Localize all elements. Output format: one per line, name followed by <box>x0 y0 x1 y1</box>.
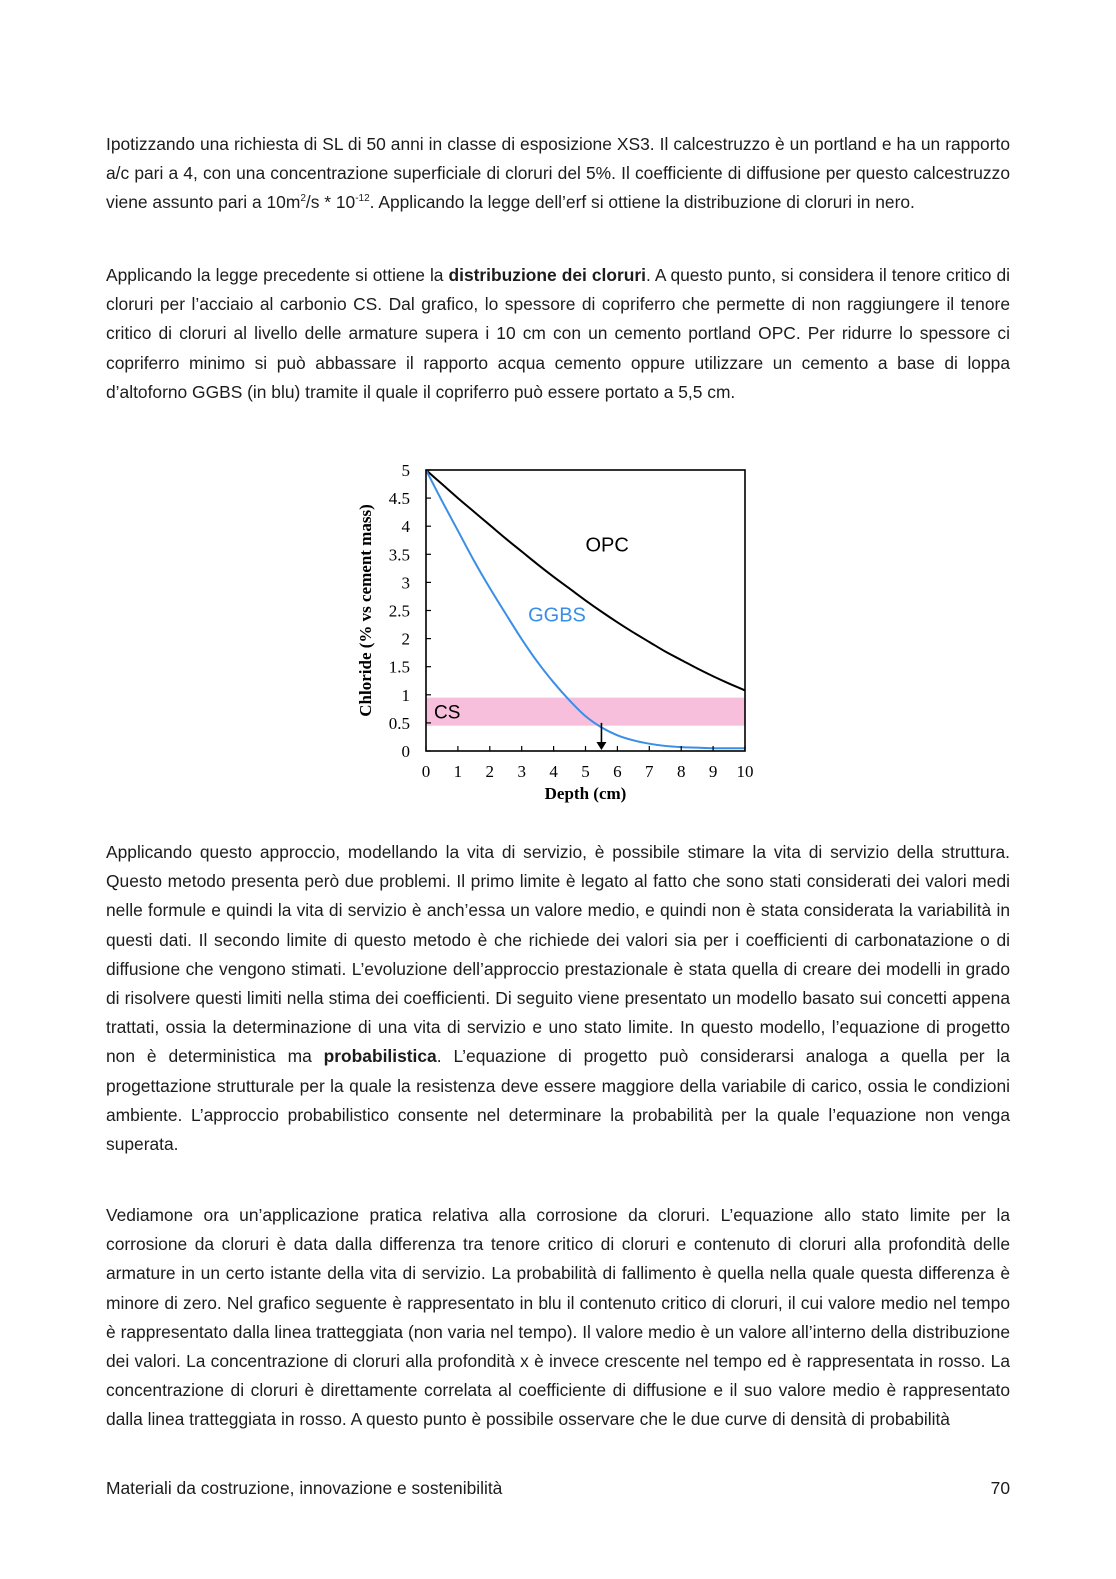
superscript-squared: 2 <box>300 193 306 205</box>
y-tick-label: 5 <box>401 461 410 480</box>
y-tick-label: 3.5 <box>388 545 410 565</box>
x-tick-label: 9 <box>708 762 718 781</box>
x-tick-label: 1 <box>453 762 463 781</box>
y-tick-label: 0.5 <box>388 713 410 733</box>
series-label-ggbs: GGBS <box>528 604 586 627</box>
paragraph-3 <box>106 838 1010 1159</box>
x-tick-label: 3 <box>517 762 526 781</box>
chloride-chart <box>352 455 774 821</box>
x-tick-label: 0 <box>421 762 431 781</box>
series-label-opc: OPC <box>585 534 629 557</box>
y-tick-label: 1 <box>401 685 410 705</box>
paragraph-2-bold: distribuzione dei cloruri <box>448 265 646 285</box>
x-tick-label: 8 <box>676 762 686 781</box>
x-tick-label: 4 <box>549 762 558 781</box>
paragraph-1-text-a: Ipotizzando una richiesta di SL di 50 anni in classe di esposizione XS3. Il calcestruzzo è un portland e ha un rapporto a/c pari a 4, con una concentrazione superficiale di cloruri del 5%. Il coefficiente di diffusione per questo calcestruzzo viene assunto pari a 10m <box>106 134 1010 213</box>
paragraph-1-text-b: /s * 10 <box>305 192 356 213</box>
paragraph-4-text: Vediamone ora un’applicazione pratica relativa alla corrosione da cloruri. L’equazione allo stato limite per la corrosione da cloruri è data dalla differenza tra tenore critico di cloruri e contenuto di cloruri alla profondità delle armature in un certo istante della vita di servizio. La probabilità di fallimento è quella nella quale questa differenza è minore di zero. Nel grafico seguente è rappresentato in blu il contenuto critico di cloruri, il cui valore medio nel tempo è rappresentato dalla linea tratteggiata (non varia nel tempo). Il valore medio è un valore all’interno della distribuzione dei valori. La concentrazione di cloruri alla profondità x è invece crescente nel tempo ed è rappresentata in rosso. La concentrazione di cloruri è direttamente correlata al coefficiente di diffusione e il suo valore medio è rappresentato dalla linea tratteggiata in rosso. A questo punto è possibile osservare che le due curve di densità di probabilità <box>106 1205 1010 1430</box>
paragraph-1-text-c: . Applicando la legge dell’erf si ottiene la distribuzione di cloruri in nero. <box>369 192 915 213</box>
x-axis-label: Depth (cm) <box>544 784 627 803</box>
y-tick-label: 2 <box>401 629 410 649</box>
paragraph-4 <box>106 1201 1010 1435</box>
x-tick-label: 10 <box>736 762 754 781</box>
x-tick-label: 2 <box>485 762 495 781</box>
y-tick-label: 0 <box>401 742 410 761</box>
x-tick-label: 7 <box>645 762 654 781</box>
y-tick-label: 1.5 <box>388 657 410 677</box>
y-tick-label: 2.5 <box>388 601 410 621</box>
page-number: 70 <box>990 1478 1010 1498</box>
paragraph-3-text-b: . L’equazione di progetto può considerarsi analoga a quella per la progettazione strutturale per la quale la resistenza deve essere maggiore della variabile di carico, ossia le condizioni ambiente. L’approccio probabilistico consente nel determinare la probabilità per la quale l’equazione non venga superata. <box>106 1046 1010 1155</box>
x-tick-label: 5 <box>581 762 590 781</box>
y-tick-label: 4 <box>401 517 410 537</box>
y-tick-label: 3 <box>401 573 410 593</box>
paragraph-3-text-a: Applicando questo approccio, modellando la vita di servizio, è possibile stimare la vita di servizio della struttura. Questo metodo presenta però due problemi. Il primo limite è legato al fatto che sono stati considerati dei valori medi nelle formule e quindi la vita di servizio è anch’essa un valore medio, e quindi non è stata considerata la variabilità in questi dati. Il secondo limite di questo metodo è che richiede dei valori sia per i coefficienti di carbonatazione o di diffusione che vengono stimati. L’evoluzione dell’approccio prestazionale è stata quella di creare dei modelli in grado di risolvere questi limiti nella stima dei coefficienti. Di seguito viene presentato un modello basato sui concetti appena trattati, ossia la determinazione di una vita di servizio e uno stato limite. In questo modello, l’equazione di progetto non è deterministica ma <box>106 842 1010 1067</box>
paragraph-2 <box>106 261 1010 407</box>
band-cs <box>426 698 745 726</box>
paragraph-2-text-b: . A questo punto, si considera il tenore critico di cloruri per l’acciaio al carbonio CS. Dal grafico, lo spessore di copriferro che permette di non raggiungere il tenore critico di cloruri al livello delle armature supera i 10 cm con un cemento portland OPC. Per ridurre lo spessore ci copriferro minimo si può abbassare il rapporto acqua cemento oppure utilizzare un cemento a base di loppa d’altoforno GGBS (in blu) tramite il quale il copriferro può essere portato a 5,5 cm. <box>106 265 1010 402</box>
chart-svg <box>352 455 774 821</box>
y-tick-label: 4.5 <box>388 489 410 509</box>
footer-title: Materiali da costruzione, innovazione e sostenibilità <box>106 1478 503 1498</box>
paragraph-3-bold: probabilistica <box>323 1046 437 1067</box>
superscript-exponent: -12 <box>355 193 370 205</box>
x-tick-label: 6 <box>613 762 622 781</box>
paragraph-2-text-a: Applicando la legge precedente si ottiene la <box>106 265 449 285</box>
y-axis-label: Chloride (% vs cement mass) <box>356 504 375 717</box>
paragraph-1 <box>106 130 1010 218</box>
page-footer <box>106 1478 1010 1499</box>
band-label-cs: CS <box>434 702 461 724</box>
